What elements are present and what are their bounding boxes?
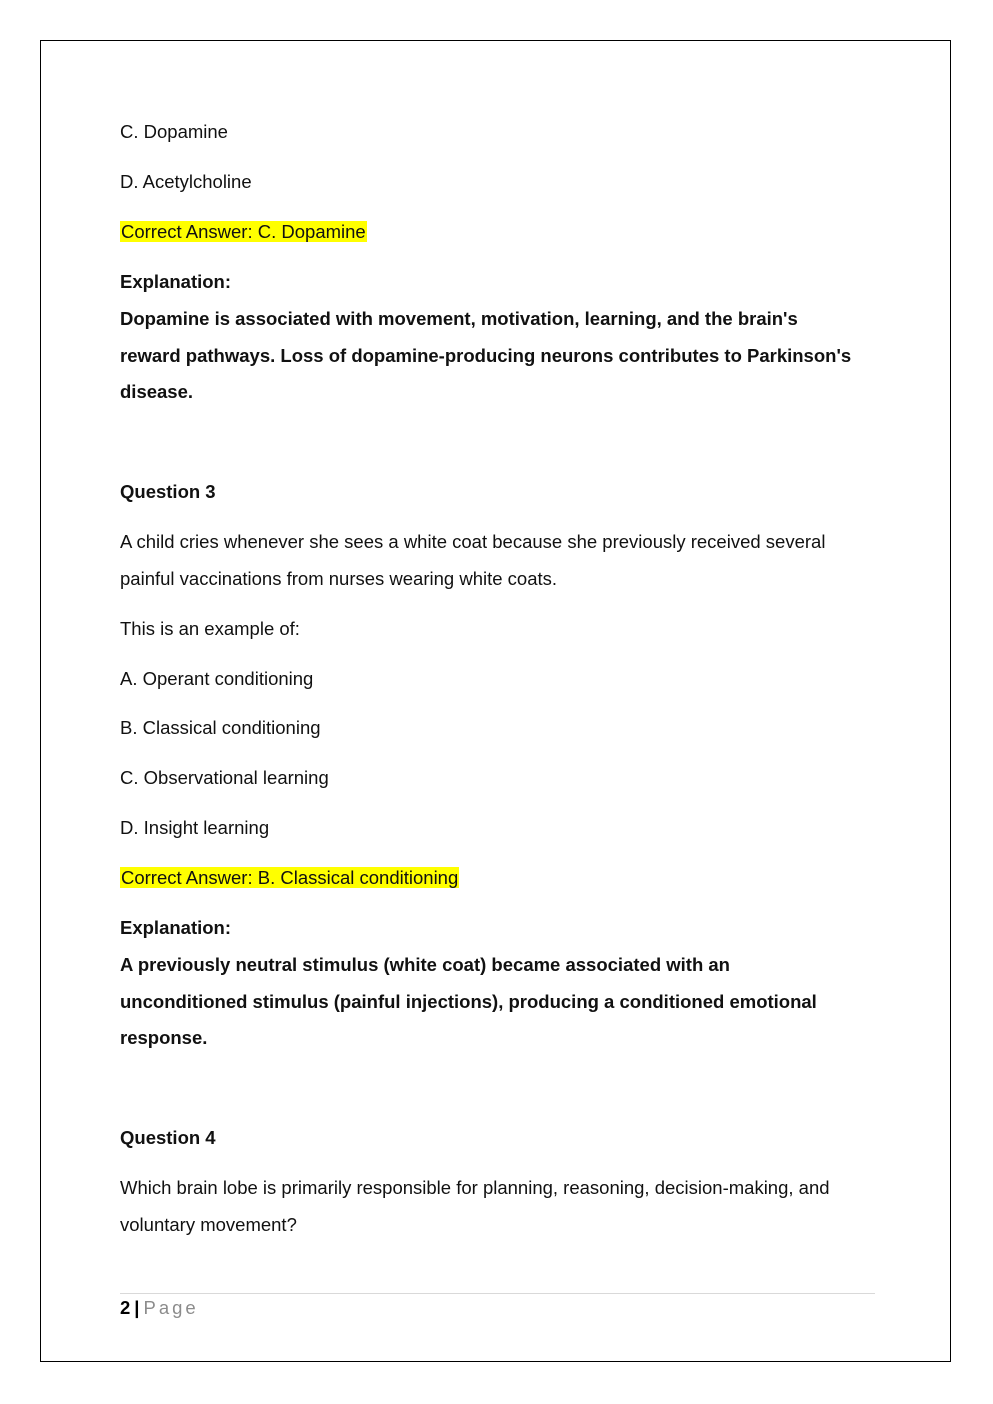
- q3-explanation-line: unconditioned stimulus (painful injections), producing a conditioned emotional: [120, 991, 817, 1012]
- q3-explanation-line: response.: [120, 1027, 208, 1048]
- q4-heading: Question 4: [120, 1127, 216, 1148]
- q2-answer-highlight: Correct Answer: C. Dopamine: [121, 221, 366, 242]
- page-footer: [120, 1296, 199, 1320]
- q3-option-b: B. Classical conditioning: [120, 717, 321, 738]
- q2-explanation-line: disease.: [120, 381, 194, 402]
- q2-explanation-line: Dopamine is associated with movement, motivation, learning, and the brain's: [120, 308, 798, 329]
- q2-option-c: C. Dopamine: [120, 121, 228, 142]
- q3-heading: Question 3: [120, 481, 216, 502]
- q3-prompt: This is an example of:: [120, 618, 300, 639]
- page-label: Page: [143, 1297, 199, 1318]
- q2-explanation-label: Explanation:: [120, 271, 232, 292]
- q4-stem-line: Which brain lobe is primarily responsible for planning, reasoning, decision-making, and: [120, 1177, 830, 1198]
- page-number: 2: [120, 1297, 131, 1318]
- q3-option-a: A. Operant conditioning: [120, 668, 314, 689]
- q3-explanation-label: Explanation:: [120, 917, 232, 938]
- q3-explanation-line: A previously neutral stimulus (white coat) became associated with an: [120, 954, 730, 975]
- q3-stem-line: A child cries whenever she sees a white coat because she previously received several: [120, 531, 826, 552]
- q2-explanation-line: reward pathways. Loss of dopamine-producing neurons contributes to Parkinson's: [120, 345, 852, 366]
- footer-divider: [120, 1293, 875, 1294]
- q3-option-d: D. Insight learning: [120, 817, 270, 838]
- q3-correct-answer: [120, 866, 459, 890]
- q3-answer-highlight: Correct Answer: B. Classical conditioning: [121, 867, 459, 888]
- q2-correct-answer: [120, 220, 367, 244]
- q3-stem-line: painful vaccinations from nurses wearing white coats.: [120, 568, 558, 589]
- q2-option-d: D. Acetylcholine: [120, 171, 252, 192]
- footer-separator: |: [134, 1297, 140, 1318]
- q3-option-c: C. Observational learning: [120, 767, 329, 788]
- q4-stem-line: voluntary movement?: [120, 1214, 297, 1235]
